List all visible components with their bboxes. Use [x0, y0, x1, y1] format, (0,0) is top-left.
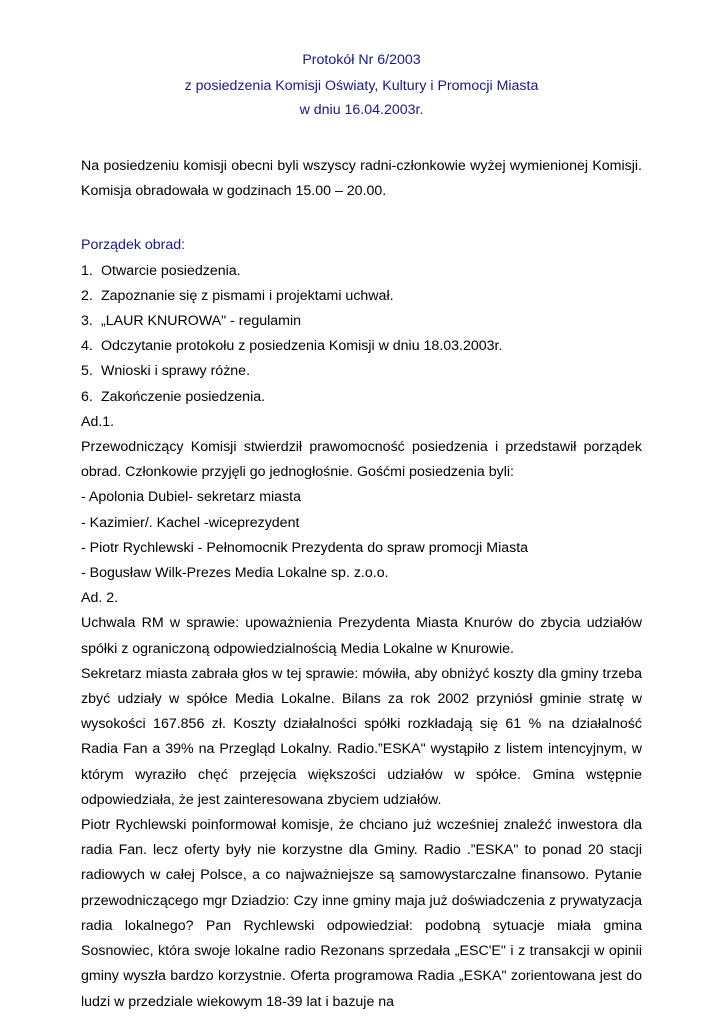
ad1-label: Ad.1.	[81, 413, 115, 430]
guest-item: - Piotr Rychlewski - Pełnomocnik Prezydenta do spraw promocji Miasta	[81, 539, 529, 556]
agenda-title: Porządek obrad:	[81, 237, 186, 254]
ad2-paragraph-3: Piotr Rychlewski poinformował komisje, że chciano już wcześniej znaleźć inwestora dla radia Fan. lecz oferty były nie korzystne dla Gminy. Radio .”ESKA" to ponad 20 stacji radiowych w całej Polsce, a co najważniejsze są samowystarczalne finansowo. Pytanie przewodniczącego mgr Dziadzio: Czy inne gminy maja już doświadczenia z prywatyzacja radia lokalnego? Pan Rychlewski odpowiedział: podobną sytuacje miała gmina Sosnowiec, która swoje lokalne radio Rezonans sprzedała „ESC'E" i z transakcji w opinii gminy wyszła bardzo korzystnie. Oferta programowa Radia „ESKA" zorientowana jest do ludzi w przedziale wiekowym 18-39 lat i bazuje na	[81, 817, 642, 1010]
agenda-list	[81, 259, 642, 410]
agenda-item: 3. „LAUR KNUROWA" - regulamin	[81, 313, 302, 330]
agenda-item: 2. Zapoznanie się z pismami i projektami uchwał.	[81, 287, 394, 304]
intro-paragraph: Na posiedzeniu komisji obecni byli wszyscy radni-członkowie wyżej wymienionej Komisji. Komisja obradowała w godzinach 15.00 – 20.00.	[81, 158, 642, 200]
agenda-item: 4. Odczytanie protokołu z posiedzenia Komisji w dniu 18.03.2003r.	[81, 338, 503, 355]
agenda-item: 5. Wnioski i sprawy różne.	[81, 363, 251, 380]
ad2-paragraph-1: Uchwala RM w sprawie: upoważnienia Prezydenta Miasta Knurów do zbycia udziałów spółki z ograniczoną odpowiedzialnością Media Lokalne w Knurowie.	[81, 615, 642, 657]
ad2-paragraph-2: Sekretarz miasta zabrała głos w tej sprawie: mówiła, aby obniżyć koszty dla gminy trzeba zbyć udziały w spółce Media Lokalne. Bilans za rok 2002 przyniósł gminie stratę w wysokości 167.856 zł. Koszty działalności spółki rozkładają się 61 % na działalność Radia Fan a 39% na Przegląd Lokalny. Radio.”ESKA" wystąpiło z listem intencyjnym, w którym wyraziło chęć przejęcia większości udziałów w spółce. Gmina wstępnie odpowiedziała, że jest zainteresowana zbyciem udziałów.	[81, 665, 642, 808]
protocol-title: Protokół Nr 6/2003	[302, 52, 421, 68]
document-header	[81, 48, 642, 122]
guest-item: - Kazimier/. Kachel -wiceprezydent	[81, 514, 300, 531]
protocol-date: w dniu 16.04.2003r.	[299, 102, 424, 118]
ad1-paragraph: Przewodniczący Komisji stwierdził prawomocność posiedzenia i przedstawił porządek obrad. Członkowie przyjęli go jednogłośnie. Gośćmi posiedzenia byli:	[81, 439, 642, 481]
protocol-subtitle: z posiedzenia Komisji Oświaty, Kultury i Promocji Miasta	[184, 78, 539, 94]
agenda-item: 1. Otwarcie posiedzenia.	[81, 262, 241, 279]
agenda-item: 6. Zakończenie posiedzenia.	[81, 388, 266, 405]
ad2-label: Ad. 2.	[81, 590, 119, 607]
guest-item: - Apolonia Dubiel- sekretarz miasta	[81, 489, 302, 506]
guest-item: - Bogusław Wilk-Prezes Media Lokalne sp. z.o.o.	[81, 565, 389, 582]
